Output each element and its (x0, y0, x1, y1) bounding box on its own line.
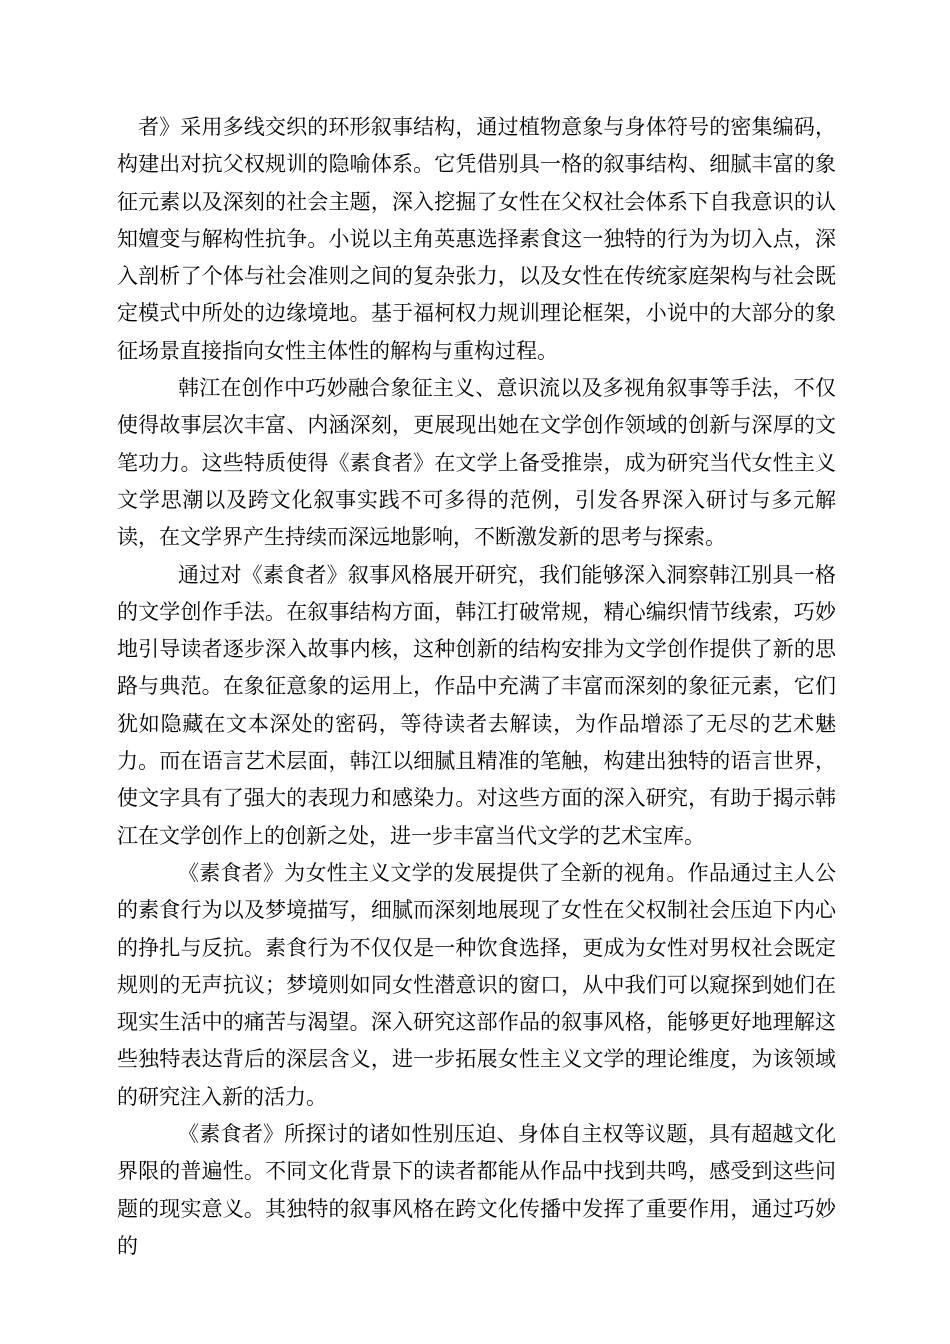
document-body (117, 109, 836, 1265)
paragraph-hanjiang-technique: 韩江在创作中巧妙融合象征主义、意识流以及多视角叙事等手法，不仅使得故事层次丰富、内涵深刻，更展现出她在文学创作领域的创新与深厚的文笔功力。这些特质使得《素食者》在文学上备受推崇，成为研究当代女性主义文学思潮以及跨文化叙事实践不可多得的范例，引发各界深入研讨与多元解读，在文学界产生持续而深远地影响，不断激发新的思考与探索。 (117, 376, 836, 550)
paragraph-narrative-style-research: 通过对《素食者》叙事风格展开研究，我们能够深入洞察韩江别具一格的文学创作手法。在叙事结构方面，韩江打破常规，精心编织情节线索，巧妙地引导读者逐步深入故事内核，这种创新的结构安排为文学创作提供了新的思路与典范。在象征意象的运用上，作品中充满了丰富而深刻的象征元素，它们犹如隐藏在文本深处的密码，等待读者去解读，为作品增添了无尽的艺术魅力。而在语言艺术层面，韩江以细腻且精准的笔触，构建出独特的语言世界，使文字具有了强大的表现力和感染力。对这些方面的深入研究，有助于揭示韩江在文学创作上的创新之处，进一步丰富当代文学的艺术宝库。 (117, 562, 836, 848)
paragraph-continuation-narrative-structure: 者》采用多线交织的环形叙事结构，通过植物意象与身体符号的密集编码，构建出对抗父权规训的隐喻体系。它凭借别具一格的叙事结构、细腻丰富的象征元素以及深刻的社会主题，深入挖掘了女性在父权社会体系下自我意识的认知嬗变与解构性抗争。小说以主角英惠选择素食这一独特的行为为切入点，深入剖析了个体与社会准则之间的复杂张力，以及女性在传统家庭架构与社会既定模式中所处的边缘境地。基于福柯权力规训理论框架，小说中的大部分的象征场景直接指向女性主体性的解构与重构过程。 (117, 115, 836, 363)
paragraph-cross-cultural-themes: 《素食者》所探讨的诸如性别压迫、身体自主权等议题，具有超越文化界限的普遍性。不同文化背景下的读者都能从作品中找到共鸣，感受到这些问题的现实意义。其独特的叙事风格在跨文化传播中发挥了重要作用，通过巧妙的 (117, 1122, 836, 1258)
paragraph-feminist-literature-perspective: 《素食者》为女性主义文学的发展提供了全新的视角。作品通过主人公的素食行为以及梦境描写，细腻而深刻地展现了女性在父权制社会压迫下内心的挣扎与反抗。素食行为不仅仅是一种饮食选择，更成为女性对男权社会既定规则的无声抗议；梦境则如同女性潜意识的窗口，从中我们可以窥探到她们在现实生活中的痛苦与渴望。深入研究这部作品的叙事风格，能够更好地理解这些独特表达背后的深层含义，进一步拓展女性主义文学的理论维度，为该领域的研究注入新的活力。 (117, 860, 836, 1109)
